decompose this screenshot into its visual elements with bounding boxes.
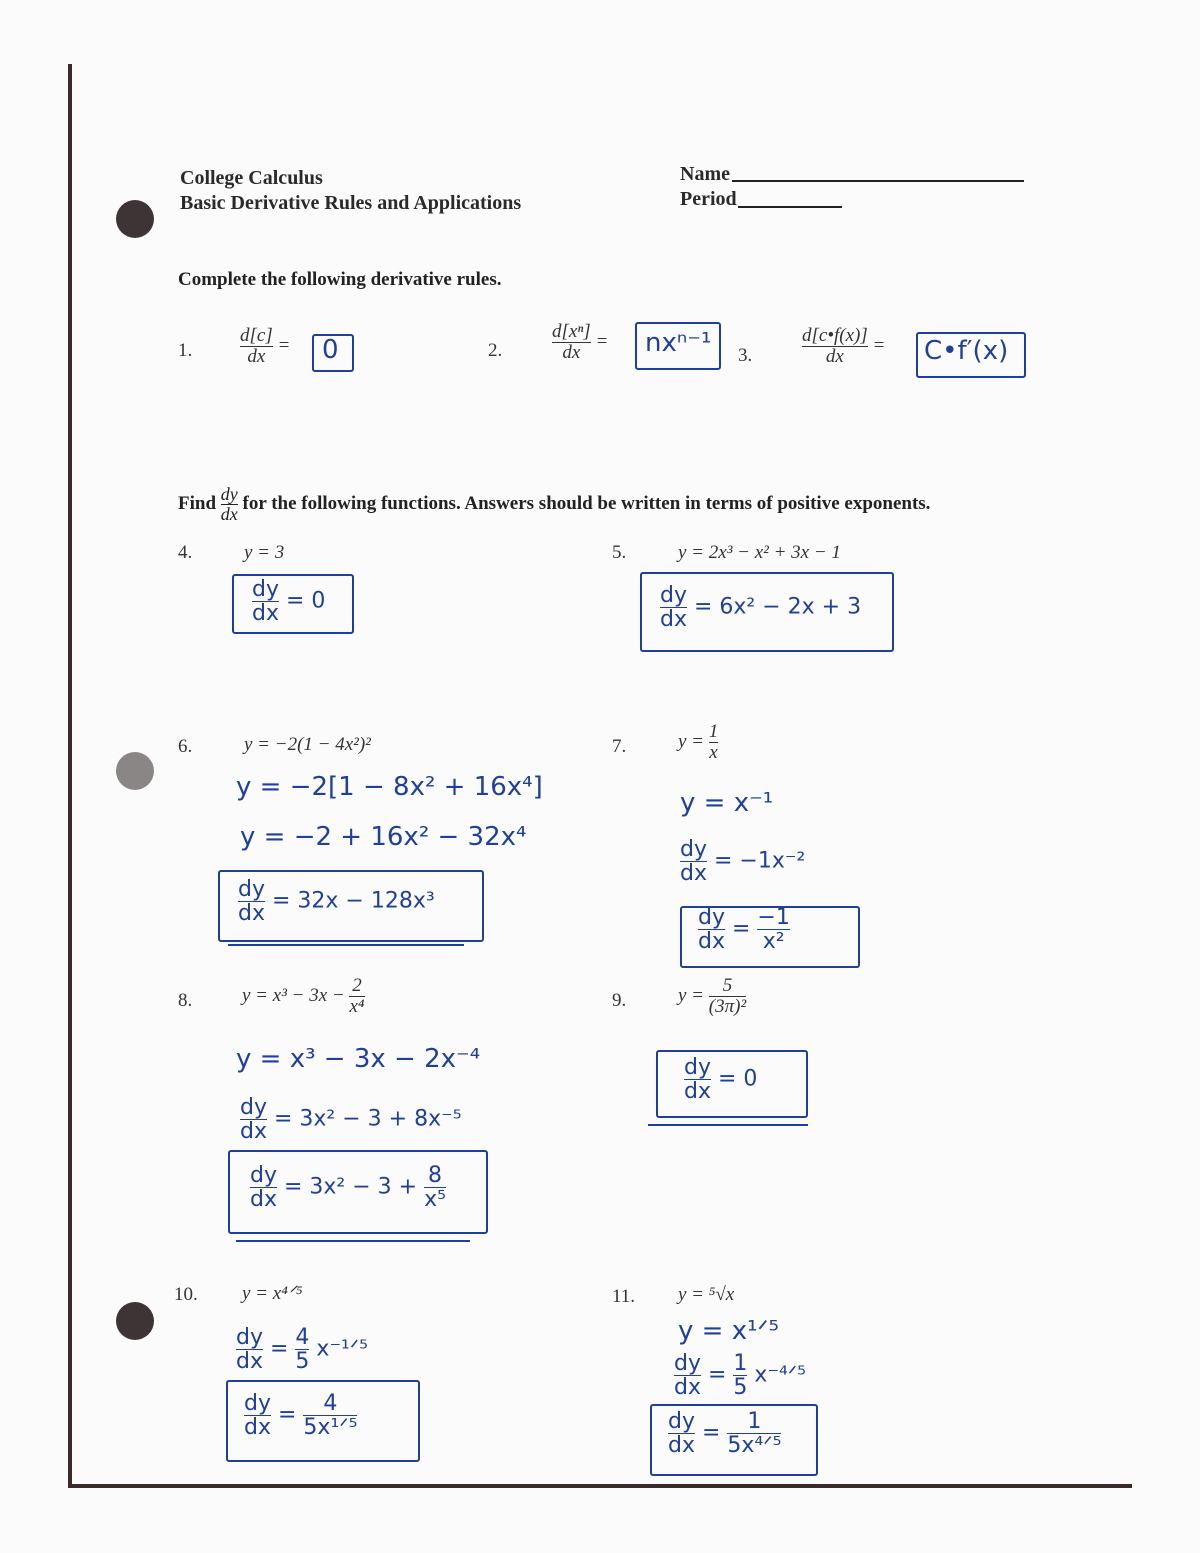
problem-11-number: 11. bbox=[612, 1286, 636, 1307]
worksheet-title: Basic Derivative Rules and Applications bbox=[180, 192, 522, 214]
problem-3-number: 3. bbox=[738, 345, 753, 366]
binder-hole-bottom bbox=[116, 1302, 154, 1340]
page-bottom-border bbox=[68, 1484, 1132, 1488]
problem-9-underline bbox=[648, 1124, 808, 1126]
problem-6-answer: $\frac{dy}{dx}$ = 32x − 128x³ bbox=[238, 877, 435, 927]
course-title: College Calculus bbox=[180, 167, 323, 189]
problem-4-given: y = 3 bbox=[244, 542, 285, 563]
problem-10-given: y = x⁴ᐟ⁵ bbox=[242, 1283, 303, 1304]
problem-2-number: 2. bbox=[488, 340, 503, 361]
problem-7-number: 7. bbox=[612, 736, 627, 757]
problem-6-step2: y = −2 + 16x² − 32x⁴ bbox=[240, 822, 527, 852]
section2-instruction: Find $\frac{dy}{dx}$ for the following functions. Answers should be written in terms of positive exponents. bbox=[178, 484, 931, 524]
problem-1-expression: $\frac{d[c]}{dx}$ = bbox=[240, 325, 291, 367]
problem-9-answer: $\frac{dy}{dx}$ = 0 bbox=[684, 1055, 758, 1105]
problem-6-underline bbox=[228, 944, 464, 946]
problem-11-step1: y = x¹ᐟ⁵ bbox=[678, 1316, 779, 1346]
binder-hole-middle bbox=[116, 752, 154, 790]
problem-6-step1: y = −2[1 − 8x² + 16x⁴] bbox=[236, 772, 543, 802]
problem-5-answer: $\frac{dy}{dx}$ = 6x² − 2x + 3 bbox=[660, 583, 862, 633]
problem-1-number: 1. bbox=[178, 340, 193, 361]
problem-7-given: y = $\frac{1}{x}$ bbox=[678, 721, 719, 763]
problem-8-step1: y = x³ − 3x − 2x⁻⁴ bbox=[236, 1044, 481, 1074]
problem-3-expression: $\frac{d[c•f(x)]}{dx}$ = bbox=[802, 325, 886, 367]
name-label: Name bbox=[680, 163, 730, 185]
problem-7-step2: $\frac{dy}{dx}$ = −1x⁻² bbox=[680, 837, 806, 887]
section1-instruction: Complete the following derivative rules. bbox=[178, 269, 502, 290]
binder-hole-top bbox=[116, 200, 154, 238]
problem-5-given: y = 2x³ − x² + 3x − 1 bbox=[678, 542, 841, 563]
problem-4-answer: $\frac{dy}{dx}$ = 0 bbox=[252, 577, 326, 627]
problem-8-answer: $\frac{dy}{dx}$ = 3x² − 3 + $\frac{8}{\text{x⁵}}$ bbox=[250, 1163, 446, 1213]
problem-9-given: y = $\frac{5}{\text{(3π)²}}$ bbox=[678, 975, 747, 1017]
problem-7-answer: $\frac{dy}{dx}$ = $\frac{-1}{\text{x²}}$ bbox=[698, 905, 790, 955]
problem-8-given: y = x³ − 3x − $\frac{2}{\text{x⁴}}$ bbox=[242, 975, 365, 1017]
period-line[interactable] bbox=[738, 206, 842, 208]
problem-2-expression: $\frac{\text{d[xⁿ]}}{dx}$ = bbox=[552, 321, 609, 363]
problem-11-given: y = ⁵√x bbox=[678, 1284, 735, 1305]
name-line[interactable] bbox=[732, 180, 1024, 182]
page-left-border bbox=[68, 64, 72, 1488]
problem-10-number: 10. bbox=[174, 1284, 198, 1305]
problem-8-underline bbox=[236, 1240, 470, 1242]
problem-5-number: 5. bbox=[612, 542, 627, 563]
problem-10-step1: $\frac{dy}{dx}$ = $\frac{4}{5}$ x⁻¹ᐟ⁵ bbox=[236, 1325, 369, 1375]
problem-6-given: y = −2(1 − 4x²)² bbox=[244, 734, 371, 755]
problem-7-step1: y = x⁻¹ bbox=[680, 788, 774, 818]
problem-11-step2: $\frac{dy}{dx}$ = $\frac{1}{5}$ x⁻⁴ᐟ⁵ bbox=[674, 1351, 807, 1401]
problem-11-answer: $\frac{dy}{dx}$ = $\frac{1}{\text{5x⁴ᐟ⁵}}$ bbox=[668, 1409, 782, 1459]
problem-6-number: 6. bbox=[178, 736, 193, 757]
answer-3: C•f′(x) bbox=[924, 336, 1009, 366]
problem-4-number: 4. bbox=[178, 542, 193, 563]
problem-8-number: 8. bbox=[178, 990, 193, 1011]
problem-9-number: 9. bbox=[612, 990, 627, 1011]
answer-2: nxⁿ⁻¹ bbox=[645, 328, 712, 358]
problem-10-answer: $\frac{dy}{dx}$ = $\frac{4}{\text{5x¹ᐟ⁵}}$ bbox=[244, 1391, 358, 1441]
answer-1: 0 bbox=[322, 335, 339, 365]
period-label: Period bbox=[680, 188, 737, 210]
problem-8-step2: $\frac{dy}{dx}$ = 3x² − 3 + 8x⁻⁵ bbox=[240, 1095, 462, 1145]
